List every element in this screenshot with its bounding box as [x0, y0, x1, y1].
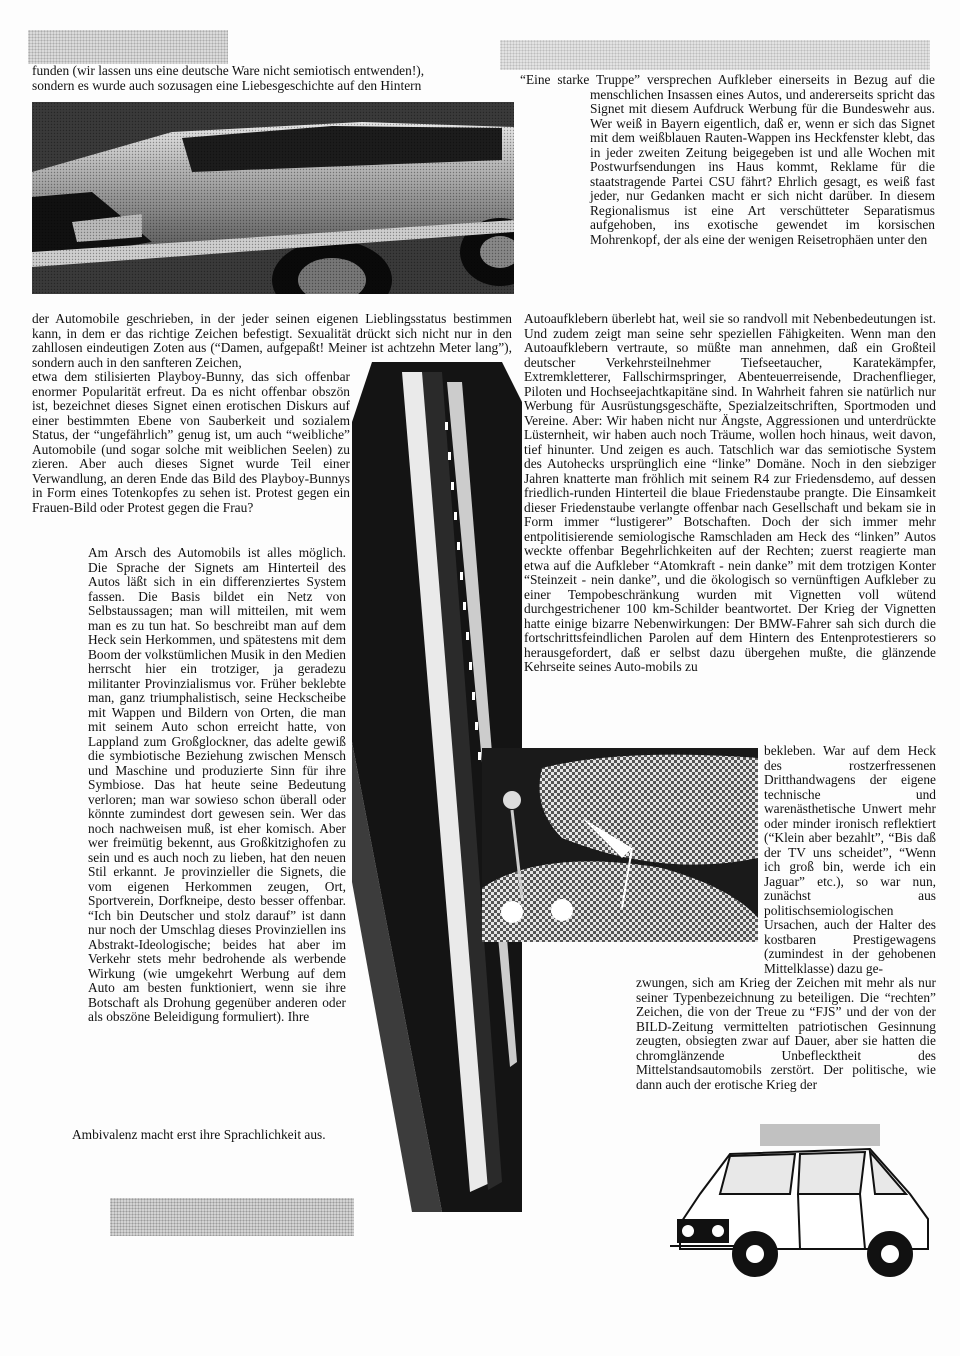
renault-r4-illustration	[660, 1124, 945, 1294]
right-narrow-text	[764, 744, 936, 976]
side-mirror-photo-svg	[482, 748, 758, 942]
right-mid-paragraph: Autoaufklebern überlebt hat, weil sie so randvoll mit Nebenbedeutungen ist. Und zudem zeigt man seine sehr speziellen Fähigkeiten. Wenn man den Autoaufklebern vertraute, so müßte man annehmen, daß ein Großteil deutscher Verkehrsteilnehmer Tiefseetaucher, Karatekämpfer, Extremkletterer, Fallschirmspringer, Abenteuerreisende, Drachenflieger, Piloten und Hochseejachtkapitäne sind. In Wahrheit fahren sie natürlich nur Werbung für Ausrüstungsgeschäfte, Spezialzeitschriften, Sportmoden und Vereine. Aber: Wir haben nicht nur Ängste, Aggressionen und unterdrückte Lüsternheit, wir haben auch noch Träume, wollen hoch hinaus, weit davon, tief hinunter. Und zeigen es auch. Tatschlich war das semiotische System des Autohecks ursprünglich eine “linke” Domäne. Noch in den siebziger Jahren knatterte man fröhlich mit seinem R4 zur Friedensdemo, auf dessen friedlich-runden Hinterteil die blaue Friedenstaube prangte. Die Einsamkeit dieser Friedenstaube verlangte offenbar nach Gesellschaft und bekam sie in Form immer “lustigerer” Botschaften. Doch der sich immer mehr entpolitisierende semiologische Ramschladen am Heck des “linken” Autos weckte offenbar Begehrlichkeiten auf der Rechten; zuerst reagierte man etwa auf die Aufkleber “Atomkraft - nein danke” mit dem trotzigen Konter “Steinzeit - nein danke”, und die ökologisch so vernünftigen Aufkleber zu einer Tempobeschränkung wurden mit Vignetten voll wütend durchgestrichener 100 km-Schilder beantwortet. Der Krieg der Vignetten hatte einige bizarre Nebenwirkungen: Der BMW-Fahrer sah sich durch die fortschrittsfeindlichen Parolen auf dem Hintern des Entenprotestierers so herausgefordert, daß er selbst dazu übergehen mußte, die glänzende Kehrseite seines Auto-mobils zu	[524, 311, 936, 674]
left-narrow-paragraph: etwa dem stilisierten Playboy-Bunny, das sich offenbar enormer Popularität erfreut. Da es nicht offenbar obszön ist, bezeichnet dieses Signet einen erotischen Diskurs auf einer bestimmten Ebene von Sauberkeit und sozialem Status, der “ungefährlich” genug ist, um auch “weibliche” Automobile (und sogar solche mit weiblichen Seelen) zu zieren. Aber auch dieses Signet wurde Teil einer Verwandlung, an deren Ende das Bild des Playboy-Bunnys in Form eines Totenkopfes zu sehen ist. Protest gegen ein Frauen-Bild oder Protest gegen die Frau?	[32, 369, 350, 515]
left-wide-paragraph: der Automobile geschrieben, in der jeder seinen eigenen Lieblingsstatus bestimmen kann, in dem er das richtige Zeichen befestigt. Sexualität drückt sich nicht nur in den zahllosen eindeutigen Zoten aus (“Damen, aufgepaßt! Meiner ist achtzehn Meter lang”), sondern auch in den sanfteren Zeichen,	[32, 311, 512, 370]
left-top-line-1: funden (wir lassen uns eine deutsche Ware nicht semiotisch entwenden!),	[32, 63, 425, 78]
halftone-bar-top-left	[28, 30, 228, 64]
left-top-line-2: sondern es wurde auch sozusagen eine Liebesgeschichte auf den Hintern	[32, 77, 422, 93]
left-tail-text	[60, 1128, 350, 1143]
left-indent-paragraph: Am Arsch des Automobils ist alles möglich. Die Sprache der Signets am Hinterteil des Autos läßt sich in ein differenziertes System fassen. Die Basis bildet ein Netz von Selbstaussagen; man will mitteilen, mit wem man es zu tun hat. So beschreibt man auf dem Heck sein Herkommen, und spätestens mit dem Boom der volkstümlichen Musik in den Medien herrscht hier ein trotziger, ja geradezu militanter Provinzialismus vor. Früher beklebte man, ganz triumphalistisch, seine Heckscheibe mit Wappen und Bildern von Orten, die man mit seinem Auto schon erreicht hatte, von Lappland zum Großglockner, das adelte gewiß die symbiotische Beziehung zwischen Mensch und Maschine und produzierte Sinn für ihre Symbiose. Das hat heute seine Bedeutung verloren; man war sowieso schon überall oder könnte zumindest dort gewesen sein. Wer das noch nachweisen muß, ist eher komisch. Aber wer freimütig bekennt, aus Großkitzighofen zu sein und es auch noch zu lieben, hat den neuen Stil erkannt. Je provinzieller die Signets, die vom eigenen Herkommen zeugen, Ort, Sportverein, Dorfkneipe, desto besser offenbar. “Ich bin Deutscher und stolz darauf” ist dann nur noch der Umschlag dieses Provinziellen ins Abstrakt-Ideologische; beides hat aber im Verkehr stets mehr bedrohende als werbende Wirkung (wie umgekehrt Werbung auf dem Auto am besten funktioniert, wenn sie ihre Botschaft als Drohung gegenüber anderen oder als obszöne Beleidigung formuliert). Ihre	[88, 545, 346, 1024]
right-bottom-paragraph: zwungen, sich am Krieg der Zeichen mit mehr als nur seiner Typenbezeichnung zu beteiligen. Die “rechten” Zeichen, die von der Treue zu “FJS” und der von der BILD-Zeitung vermittelten patriotischen Gesinnung zeugten, obsiegten zwar auf Dauer, aber sie hatten die chromglänzende Unbeflecktheit des Mittelstandsautomobils zerstört. Der politische, wie dann auch der erotische Krieg der	[636, 975, 936, 1092]
side-mirror-photo	[482, 748, 758, 942]
left-narrow-text	[32, 370, 350, 515]
car-rear-photo	[32, 102, 514, 294]
renault-r4-svg	[660, 1124, 945, 1294]
car-rear-photo-svg	[32, 102, 514, 294]
left-indent-text	[88, 546, 346, 1025]
right-bottom-text	[636, 976, 936, 1092]
halftone-bar-bottom	[110, 1198, 354, 1236]
right-column-top-text	[520, 72, 935, 247]
left-top-text	[32, 64, 512, 93]
right-column-top-paragraph: “Eine starke Truppe” versprechen Aufkleber einerseits in Bezug auf die menschlichen Insassen eines Autos, und andererseits spricht das Signet mit diesem Aufdruck Werbung für die Bundeswehr aus. Wer weiß in Bayern eigentlich, daß er, wenn er sich das Signet mit dem weißblauen Rauten-Wappen ins Heckfenster klebt, das in jeder zweiten Zeitung beigegeben ist und alle Wochen mit Postwurfsendungen ins Haus kommt, Reklame für die staatstragende Partei CSU fährt? Ehrlich gesagt, es weiß fast jeder, nur Gedanken macht er sich nicht darüber. In diesem Regionalismus ist eine Art verschütteter Separatismus aufgehoben, ins exotische gewendet im korsischen Mohrenkopf, der als eine der wenigen Reisetrophäen unter den	[520, 72, 935, 247]
left-tail-paragraph: Ambivalenz macht erst ihre Sprachlichkeit aus.	[72, 1127, 326, 1142]
halftone-bar-top-right	[500, 40, 930, 70]
right-narrow-paragraph: bekleben. War auf dem Heck des rostzerfressenen Dritthandwagens der eigene technische und warenästhetische Unwert mehr oder minder ironisch reflektiert (“Klein aber bezahlt”, “Bis daß der TV uns scheidet”, “Wenn ich groß bin, werde ich ein Jaguar” etc.), so war nun, zunächst aus politischsemiologischen Ursachen, auch der Halter des kostbaren Prestigewagens (zumindest in der gehobenen Mittelklasse) dazu ge-	[764, 743, 936, 976]
right-mid-text	[524, 312, 936, 675]
